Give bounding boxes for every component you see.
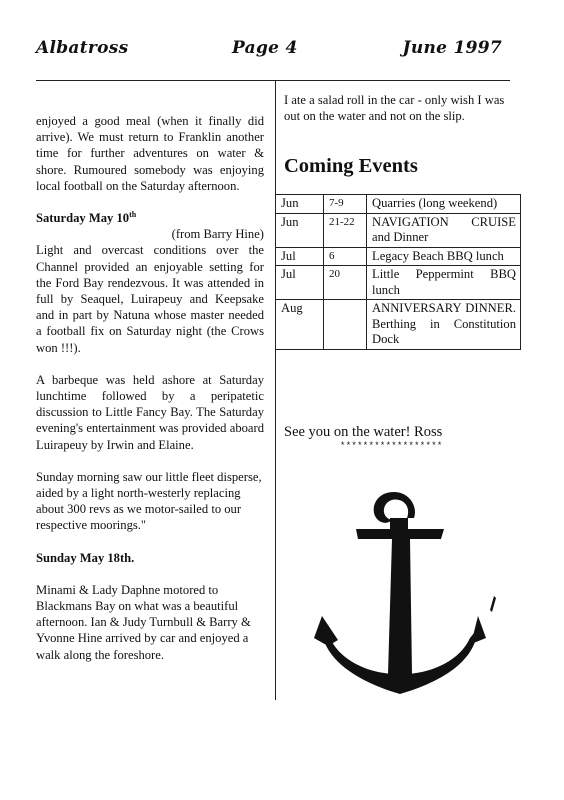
coming-events-heading: Coming Events [284, 155, 418, 177]
paragraph: enjoyed a good meal (when it finally did arrive). We must return to Franklin another time for further adventures on water & shore. Rumoured somebody was enjoying local football on the Saturday afternoon. [36, 114, 264, 193]
header-rule [36, 80, 510, 81]
event-row [276, 247, 521, 266]
newsletter-title: Albatross [36, 38, 129, 58]
event-month: Jun [276, 213, 324, 247]
event-description: NAVIGATION CRUISE and Dinner [367, 213, 521, 247]
event-month: Jun [276, 195, 324, 214]
event-row [276, 213, 521, 247]
column-divider [275, 80, 276, 700]
paragraph: Light and overcast conditions over the Channel provided an enjoyable setting for the Ford Bay rendezvous. It was attended in full by Seaquel, Luirapeuy and Keepsake and in part by Natuna whose master needed a football fix on Saturday night (the Crows won !!!). [36, 243, 264, 355]
event-description: ANNIVERSARY DINNER. Berthing in Constitution Dock [367, 300, 521, 350]
left-column [36, 113, 264, 679]
event-row [276, 266, 521, 300]
event-dates: 6 [324, 247, 367, 266]
heading-text: Saturday May 10 [36, 211, 130, 226]
event-month: Jul [276, 266, 324, 300]
event-month: Aug [276, 300, 324, 350]
paragraph: I ate a salad roll in the car - only wish I was out on the water and not on the slip. [284, 93, 505, 124]
event-row [276, 300, 521, 350]
event-dates: 21-22 [324, 213, 367, 247]
page-number: Page 4 [232, 38, 298, 58]
event-description: Little Peppermint BBQ lunch [367, 266, 521, 300]
event-description: Legacy Beach BBQ lunch [367, 247, 521, 266]
event-dates [324, 300, 367, 350]
section-heading-may-18: Sunday May 18th. [36, 550, 135, 565]
event-month: Jul [276, 247, 324, 266]
byline: (from Barry Hine) [171, 227, 264, 242]
events-table [275, 194, 521, 350]
event-row [276, 195, 521, 214]
issue-date: June 1997 [402, 38, 502, 58]
right-column [284, 92, 512, 140]
anchor-icon [300, 488, 500, 700]
section-heading-may-10 [36, 210, 264, 226]
event-dates: 7-9 [324, 195, 367, 214]
paragraph: Sunday morning saw our little fleet disperse, aided by a light north-westerly replacing about 300 revs as we motor-sailed to our respective moorings." [36, 469, 262, 533]
event-description: Quarries (long weekend) [367, 195, 521, 214]
event-dates: 20 [324, 266, 367, 300]
star-divider: ****************** [340, 441, 443, 451]
heading-suffix: th [129, 210, 137, 220]
paragraph: Minami & Lady Daphne motored to Blackmans Bay on what was a beautiful afternoon. Ian & Judy Turnbull & Barry & Yvonne Hine arrived by car and enjoyed a walk along the foreshore. [36, 582, 251, 662]
paragraph: A barbeque was held ashore at Saturday lunchtime followed by a peripatetic discussion to Little Fancy Bay. The Saturday evening's entertainment was provided aboard Luirapeuy by Irwin and Elaine. [36, 372, 264, 452]
signoff: See you on the water! Ross [284, 424, 443, 440]
